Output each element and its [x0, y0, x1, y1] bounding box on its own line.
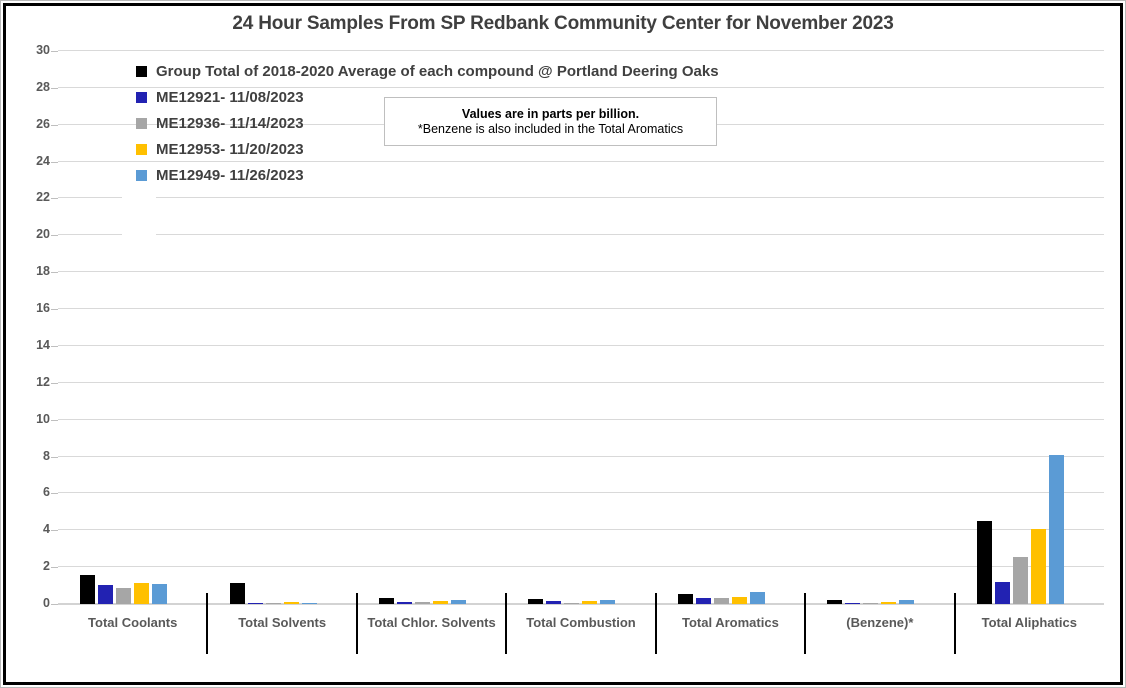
- bar-series3-cat4: [564, 603, 579, 604]
- bar-series1-cat6: [827, 600, 842, 604]
- y-tick-6: [51, 493, 58, 494]
- chart-title: 24 Hour Samples From SP Redbank Community Center for November 2023: [232, 13, 894, 34]
- bar-series1-cat5: [678, 594, 693, 604]
- bar-series2-cat4: [546, 601, 561, 604]
- bar-series5-cat6: [899, 600, 914, 604]
- bar-series3-cat7: [1013, 557, 1028, 604]
- y-tick-20: [51, 235, 58, 236]
- bar-series5-cat5: [750, 592, 765, 604]
- legend-label-3: ME12936- 11/14/2023: [156, 114, 304, 132]
- legend-label-1: Group Total of 2018-2020 Average of each compound @ Portland Deering Oaks: [156, 62, 719, 80]
- category-separator-5: [804, 593, 806, 654]
- y-tick-30: [51, 51, 58, 52]
- bar-series1-cat1: [80, 575, 95, 604]
- bar-series1-cat7: [977, 521, 992, 604]
- bar-series3-cat6: [863, 603, 878, 604]
- y-tick-26: [51, 125, 58, 126]
- bar-series5-cat7: [1049, 455, 1064, 604]
- bar-group-7: [955, 51, 1104, 604]
- bar-series4-cat1: [134, 583, 149, 604]
- bar-series3-cat3: [415, 602, 430, 604]
- bar-group-6: [805, 51, 954, 604]
- y-tick-2: [51, 567, 58, 568]
- bar-series5-cat4: [600, 600, 615, 604]
- y-axis-label-18: 18: [36, 264, 50, 279]
- category-label-2: Total Solvents: [238, 615, 327, 630]
- y-tick-0: [51, 604, 58, 605]
- legend-item-5: [136, 162, 719, 188]
- legend-label-5: ME12949- 11/26/2023: [156, 166, 304, 184]
- bar-series4-cat3: [433, 601, 448, 604]
- category-label-4: Total Combustion: [526, 615, 636, 630]
- annotation-line2: *Benzene is also included in the Total Aromatics: [417, 122, 684, 136]
- legend-blank-patch: [122, 186, 156, 248]
- category-separator-2: [356, 593, 358, 654]
- legend-swatch-icon-5: [136, 170, 147, 181]
- legend-swatch-icon-4: [136, 144, 147, 155]
- bar-series4-cat7: [1031, 529, 1046, 604]
- category-label-1: Total Coolants: [88, 615, 178, 630]
- category-separator-1: [206, 593, 208, 654]
- y-axis-label-26: 26: [36, 116, 50, 131]
- legend-swatch-icon-2: [136, 92, 147, 103]
- y-axis-label-12: 12: [36, 374, 50, 389]
- y-axis-label-8: 8: [43, 448, 50, 463]
- bar-series2-cat7: [995, 582, 1010, 604]
- bar-series2-cat2: [248, 603, 263, 604]
- y-tick-16: [51, 309, 58, 310]
- y-axis-label-20: 20: [36, 227, 50, 242]
- bar-series2-cat6: [845, 603, 860, 604]
- y-tick-24: [51, 162, 58, 163]
- bar-series4-cat4: [582, 601, 597, 604]
- y-tick-12: [51, 383, 58, 384]
- bar-series4-cat5: [732, 597, 747, 604]
- y-axis-label-2: 2: [43, 559, 50, 574]
- bar-series3-cat2: [266, 603, 281, 604]
- legend-label-4: ME12953- 11/20/2023: [156, 140, 304, 158]
- bar-series5-cat1: [152, 584, 167, 604]
- category-separator-3: [505, 593, 507, 654]
- category-separator-4: [655, 593, 657, 654]
- bar-series4-cat6: [881, 602, 896, 604]
- bar-series3-cat1: [116, 588, 131, 604]
- y-axis-label-4: 4: [43, 522, 50, 537]
- bar-series5-cat2: [302, 603, 317, 604]
- y-tick-28: [51, 88, 58, 89]
- bar-series1-cat3: [379, 598, 394, 604]
- bar-series3-cat5: [714, 598, 729, 604]
- y-tick-14: [51, 346, 58, 347]
- category-separator-6: [954, 593, 956, 654]
- annotation-line1: Values are in parts per billion.: [461, 107, 640, 121]
- y-axis-label-10: 10: [36, 411, 50, 426]
- category-label-7: Total Aliphatics: [981, 615, 1077, 630]
- bar-series1-cat4: [528, 599, 543, 604]
- bar-series5-cat3: [451, 600, 466, 604]
- y-tick-22: [51, 198, 58, 199]
- category-label-6: (Benzene)*: [846, 615, 914, 630]
- legend-item-1: [136, 58, 719, 84]
- y-axis-label-30: 30: [36, 43, 50, 57]
- bar-series2-cat1: [98, 585, 113, 604]
- y-tick-8: [51, 457, 58, 458]
- category-label-5: Total Aromatics: [682, 615, 779, 630]
- y-tick-10: [51, 420, 58, 421]
- bar-series4-cat2: [284, 602, 299, 604]
- y-axis-label-14: 14: [36, 337, 50, 352]
- y-axis-label-0: 0: [43, 596, 50, 610]
- y-axis-label-24: 24: [36, 153, 50, 168]
- y-axis-label-22: 22: [36, 190, 50, 205]
- y-tick-4: [51, 530, 58, 531]
- y-axis-label-28: 28: [36, 79, 50, 94]
- bar-series2-cat3: [397, 602, 412, 604]
- legend-swatch-icon-1: [136, 66, 147, 77]
- legend-swatch-icon-3: [136, 118, 147, 129]
- y-axis-label-16: 16: [36, 301, 50, 316]
- y-axis-label-6: 6: [43, 485, 50, 500]
- annotation-box: [384, 97, 717, 146]
- bar-series1-cat2: [230, 583, 245, 604]
- y-tick-18: [51, 272, 58, 273]
- legend-label-2: ME12921- 11/08/2023: [156, 88, 304, 106]
- category-label-3: Total Chlor. Solvents: [367, 615, 496, 630]
- bar-series2-cat5: [696, 598, 711, 604]
